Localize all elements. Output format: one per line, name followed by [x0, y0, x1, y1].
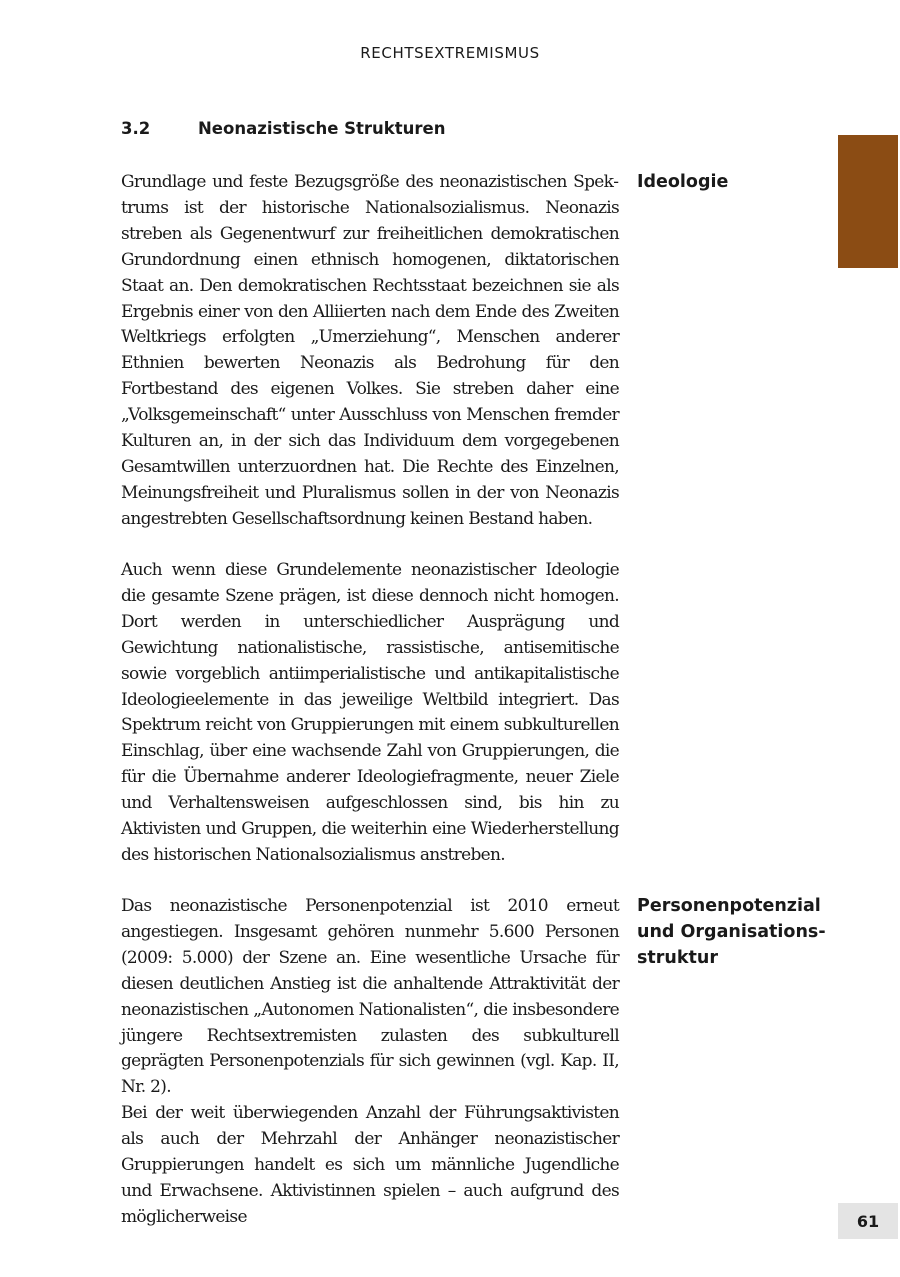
- margin-heading-ideologie: Ideologie: [637, 172, 729, 192]
- page-number: 61: [838, 1203, 898, 1239]
- section-heading: [121, 119, 445, 138]
- body-paragraph-fuehrungsaktivisten: Bei der weit überwiegenden Anzahl der Führungsaktivisten als auch der Mehrzahl der Anhänger neonazistischer Gruppierungen handelt es sich um männliche Jugendliche und Erwachsene. Aktivistinnen spielen – auch aufgrund des möglicherweise: [121, 1103, 619, 1227]
- running-title: RECHTSEXTREMISMUS: [360, 44, 540, 62]
- section-title: Neonazistische Strukturen: [198, 119, 446, 138]
- chapter-thumb-tab: [838, 135, 898, 268]
- body-paragraph-personenpotenzial: Das neonazistische Personenpotenzial ist 2010 erneut angestiegen. Insgesamt gehören nunmehr 5.600 Personen (2009: 5.000) der Szene an. Eine wesentliche Ursache für diesen deutlichen Anstieg ist die anhaltende Attraktivität der neonazistischen „Autonomen Nationalisten“, die insbesondere jüngere Rechtsextremisten zulasten des subkulturell geprägten Personenpotenzials für sich gewinnen (vgl. Kap. II, Nr. 2).: [121, 896, 619, 1098]
- margin-heading-personenpotenzial: Personenpotenzial und Organisations- struktur: [637, 896, 826, 968]
- section-number: 3.2: [121, 119, 151, 138]
- body-paragraph-ideologie: Grundlage und feste Bezugsgröße des neonazistischen Spektrums ist der historische Nationalsozialismus. Neonazis streben als Gegenentwurf zur freiheitlichen demokratischen Grundordnung einen ethnisch homogenen, diktatorischen Staat an. Den demokratischen Rechtsstaat bezeichnen sie als Ergebnis einer von den Alliierten nach dem Ende des Zweiten Weltkriegs erfolgten „Umerziehung“, Menschen anderer Ethnien bewerten Neonazis als Bedrohung für den Fortbestand des eigenen Volkes. Sie streben daher eine „Volksgemeinschaft“ unter Ausschluss von Menschen fremder Kulturen an, in der sich das Individuum dem vorgegebenen Gesamtwillen unterzuordnen hat. Die Rechte des Einzelnen, Meinungsfreiheit und Pluralismus sollen in der von Neonazis angestrebten Gesellschaftsordnung keinen Bestand haben.: [121, 172, 619, 529]
- body-paragraph-spektrum: Auch wenn diese Grundelemente neonazistischer Ideologie die gesamte Szene prägen, ist diese dennoch nicht homogen. Dort werden in unterschiedlicher Ausprägung und Gewichtung nationalistische, rassistische, antisemitische sowie vorgeblich antiimperialistische und antikapitalistische Ideologieelemente in das jeweilige Weltbild integriert. Das Spektrum reicht von Gruppierungen mit einem subkulturellen Einschlag, über eine wachsende Zahl von Gruppierungen, die für die Übernahme anderer Ideologiefragmente, neuer Ziele und Verhaltensweisen aufgeschlossen sind, bis hin zu Aktivisten und Gruppen, die weiterhin eine Wiederherstellung des historischen Nationalsozialismus anstreben.: [121, 560, 619, 865]
